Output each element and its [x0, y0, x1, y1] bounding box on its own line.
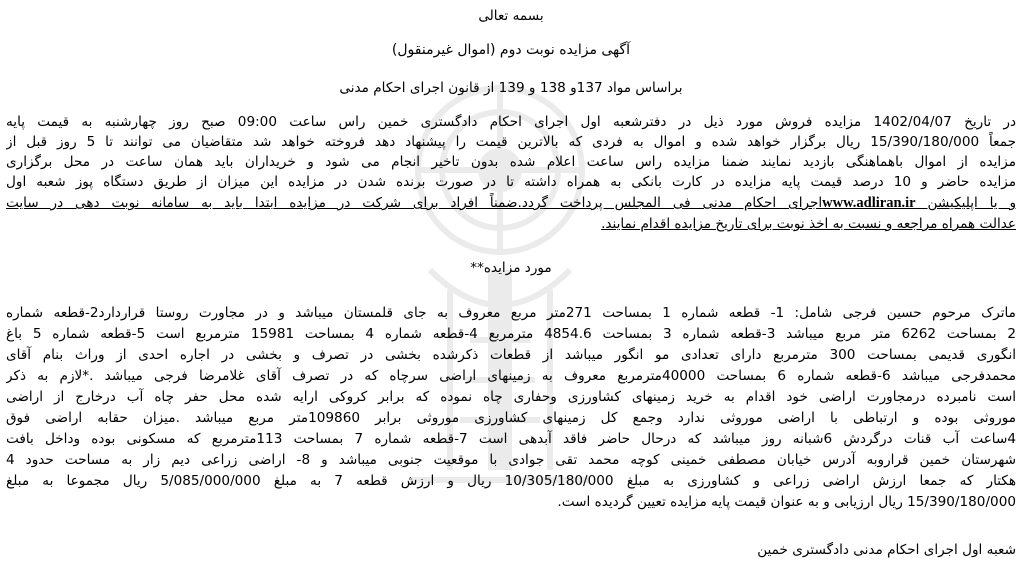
- website-link[interactable]: www.adliran.ir: [822, 195, 916, 211]
- body-line-4: محمدفرجی میباشد 6-قطعه شماره 6 بمساحت 40000مترمربع معروف به زمینهای اراضی سرچاه که در تصرف آقای غلامرضا فرجی میباشد .*لازم به ذکر: [6, 368, 1016, 384]
- legal-basis: براساس مواد 137و 138 و 139 از قانون اجرای احکام مدنی: [339, 80, 683, 96]
- body-line-5: است نامبرده درمجاورت اراضی خود اقدام به خرید زمینهای کشاورزی وحفاری چاه نموده که برابر کروکی ارایه شده محل حفر چاه آب درخارج از اراضی: [6, 389, 1016, 405]
- intro-line-3: مزایده از اموال باهماهنگی بازدید نمایند ضمنا مزایده راس ساعت اعلام شده بدون تاخیر انجام می شود و خریداران باید همان ساعت در محل برگزاری: [6, 154, 1016, 170]
- body-line-7: 4ساعت آب قنات درگردش 6شبانه روز میباشد که درحال حاضر فاقد آبدهی است 7-قطعه شماره 7 بمساحت 113مترمربع که مسکونی بوده وداخل بافت: [6, 431, 1016, 447]
- body-line-9: هکتار که جمعا ارزش اراضی زراعی و کشاورزی به مبلغ 10/305/180/000 ریال و ارزش قطعه 7 به مبلغ 5/085/000/000 ریال مجموعا به مبلغ: [6, 473, 1016, 489]
- intro-line-5: [6, 193, 1016, 213]
- bismillah: بسمه تعالی: [478, 8, 544, 24]
- intro-line-5a: و یا اپلیکیشن: [927, 195, 1016, 211]
- signature: شعبه اول اجرای احکام مدنی دادگستری خمین: [757, 542, 1016, 558]
- body-line-10: 15/390/180/000 ریال ارزیابی و به عنوان قیمت پایه مزایده تعیین گردیده است.: [557, 494, 1016, 510]
- notice-title: آگهی مزایده نوبت دوم (اموال غیرمنقول): [391, 42, 631, 58]
- body-line-8: شهرستان خمین قراروبه آدرس خیابان مصطفی خمینی کوچه محمد تقی جوادی با موقعیت جنوبی میباشد و 8- اراضی زراعی دیم زار به مساحت حدود 4: [6, 452, 1016, 468]
- intro-line-6: عدالت همراه مراجعه و نسبت به اخذ نوبت برای تاریخ مزایده اقدام نمایند.: [601, 216, 1016, 232]
- body-line-2: 2 بمساحت 6262 متر مربع میباشد 3-قطعه شماره 3 بمساحت 4854.6 مترمربع 4-قطعه شماره 4 بمساحت 15981 مترمربع است 5-قطعه شماره 5 باغ: [6, 326, 1016, 342]
- intro-line-2: جمعاً 15/390/180/000 ریال برگزار خواهد شده و اموال به فردی که بالاترین قیمت را پیشنهاد دهد فروخته خواهد شد متقاضیان می توانند تا 5 روز قبل از: [6, 134, 1016, 150]
- body-line-3: انگوری قدیمی بمساحت 300 مترمربع دارای تعدادی مو انگور میباشد از قطعات ذکرشده بخشی در تصرف و بخشی در اجاره احدی از وراث بنام آقای: [6, 347, 1016, 363]
- intro-line-1: در تاریخ 1402/04/07 مزایده فروش مورد ذیل در دفترشعبه اول اجرای احکام دادگستری خمین راس ساعت 09:00 صبح روز چهارشنبه به قیمت پایه: [6, 114, 1016, 130]
- intro-line-5b: اجرای احکام مدنی فی المجلس پرداخت گردد.ضمناً افراد برای شرکت در مزایده ابتدا باید به سامانه نوبت دهی در سایت: [6, 195, 823, 211]
- body-line-1: ماترک مرحوم حسین فرجی شامل: 1- قطعه شماره 1 بمساحت 271متر مربع معروف به جای قلمستان میباشد و در مجاورت روستا قراردارد2-قطعه شماره: [6, 305, 1016, 321]
- intro-line-4: مزایده حاضر و 10 درصد قیمت پایه مزایده در کارت بانکی به همراه داشته تا در صورت برنده شدن در مزایده این میزان از طریق دستگاه پوز شعبه اول: [6, 174, 1016, 190]
- body-line-6: موروثی بوده و ارتباطی با اراضی موروثی ندارد وجمع کل زمینهای کشاورزی موروثی برابر 109860متر مربع میباشد .میزان حقابه اراضی فوق: [6, 410, 1016, 426]
- section-title: مورد مزایده**: [470, 260, 552, 276]
